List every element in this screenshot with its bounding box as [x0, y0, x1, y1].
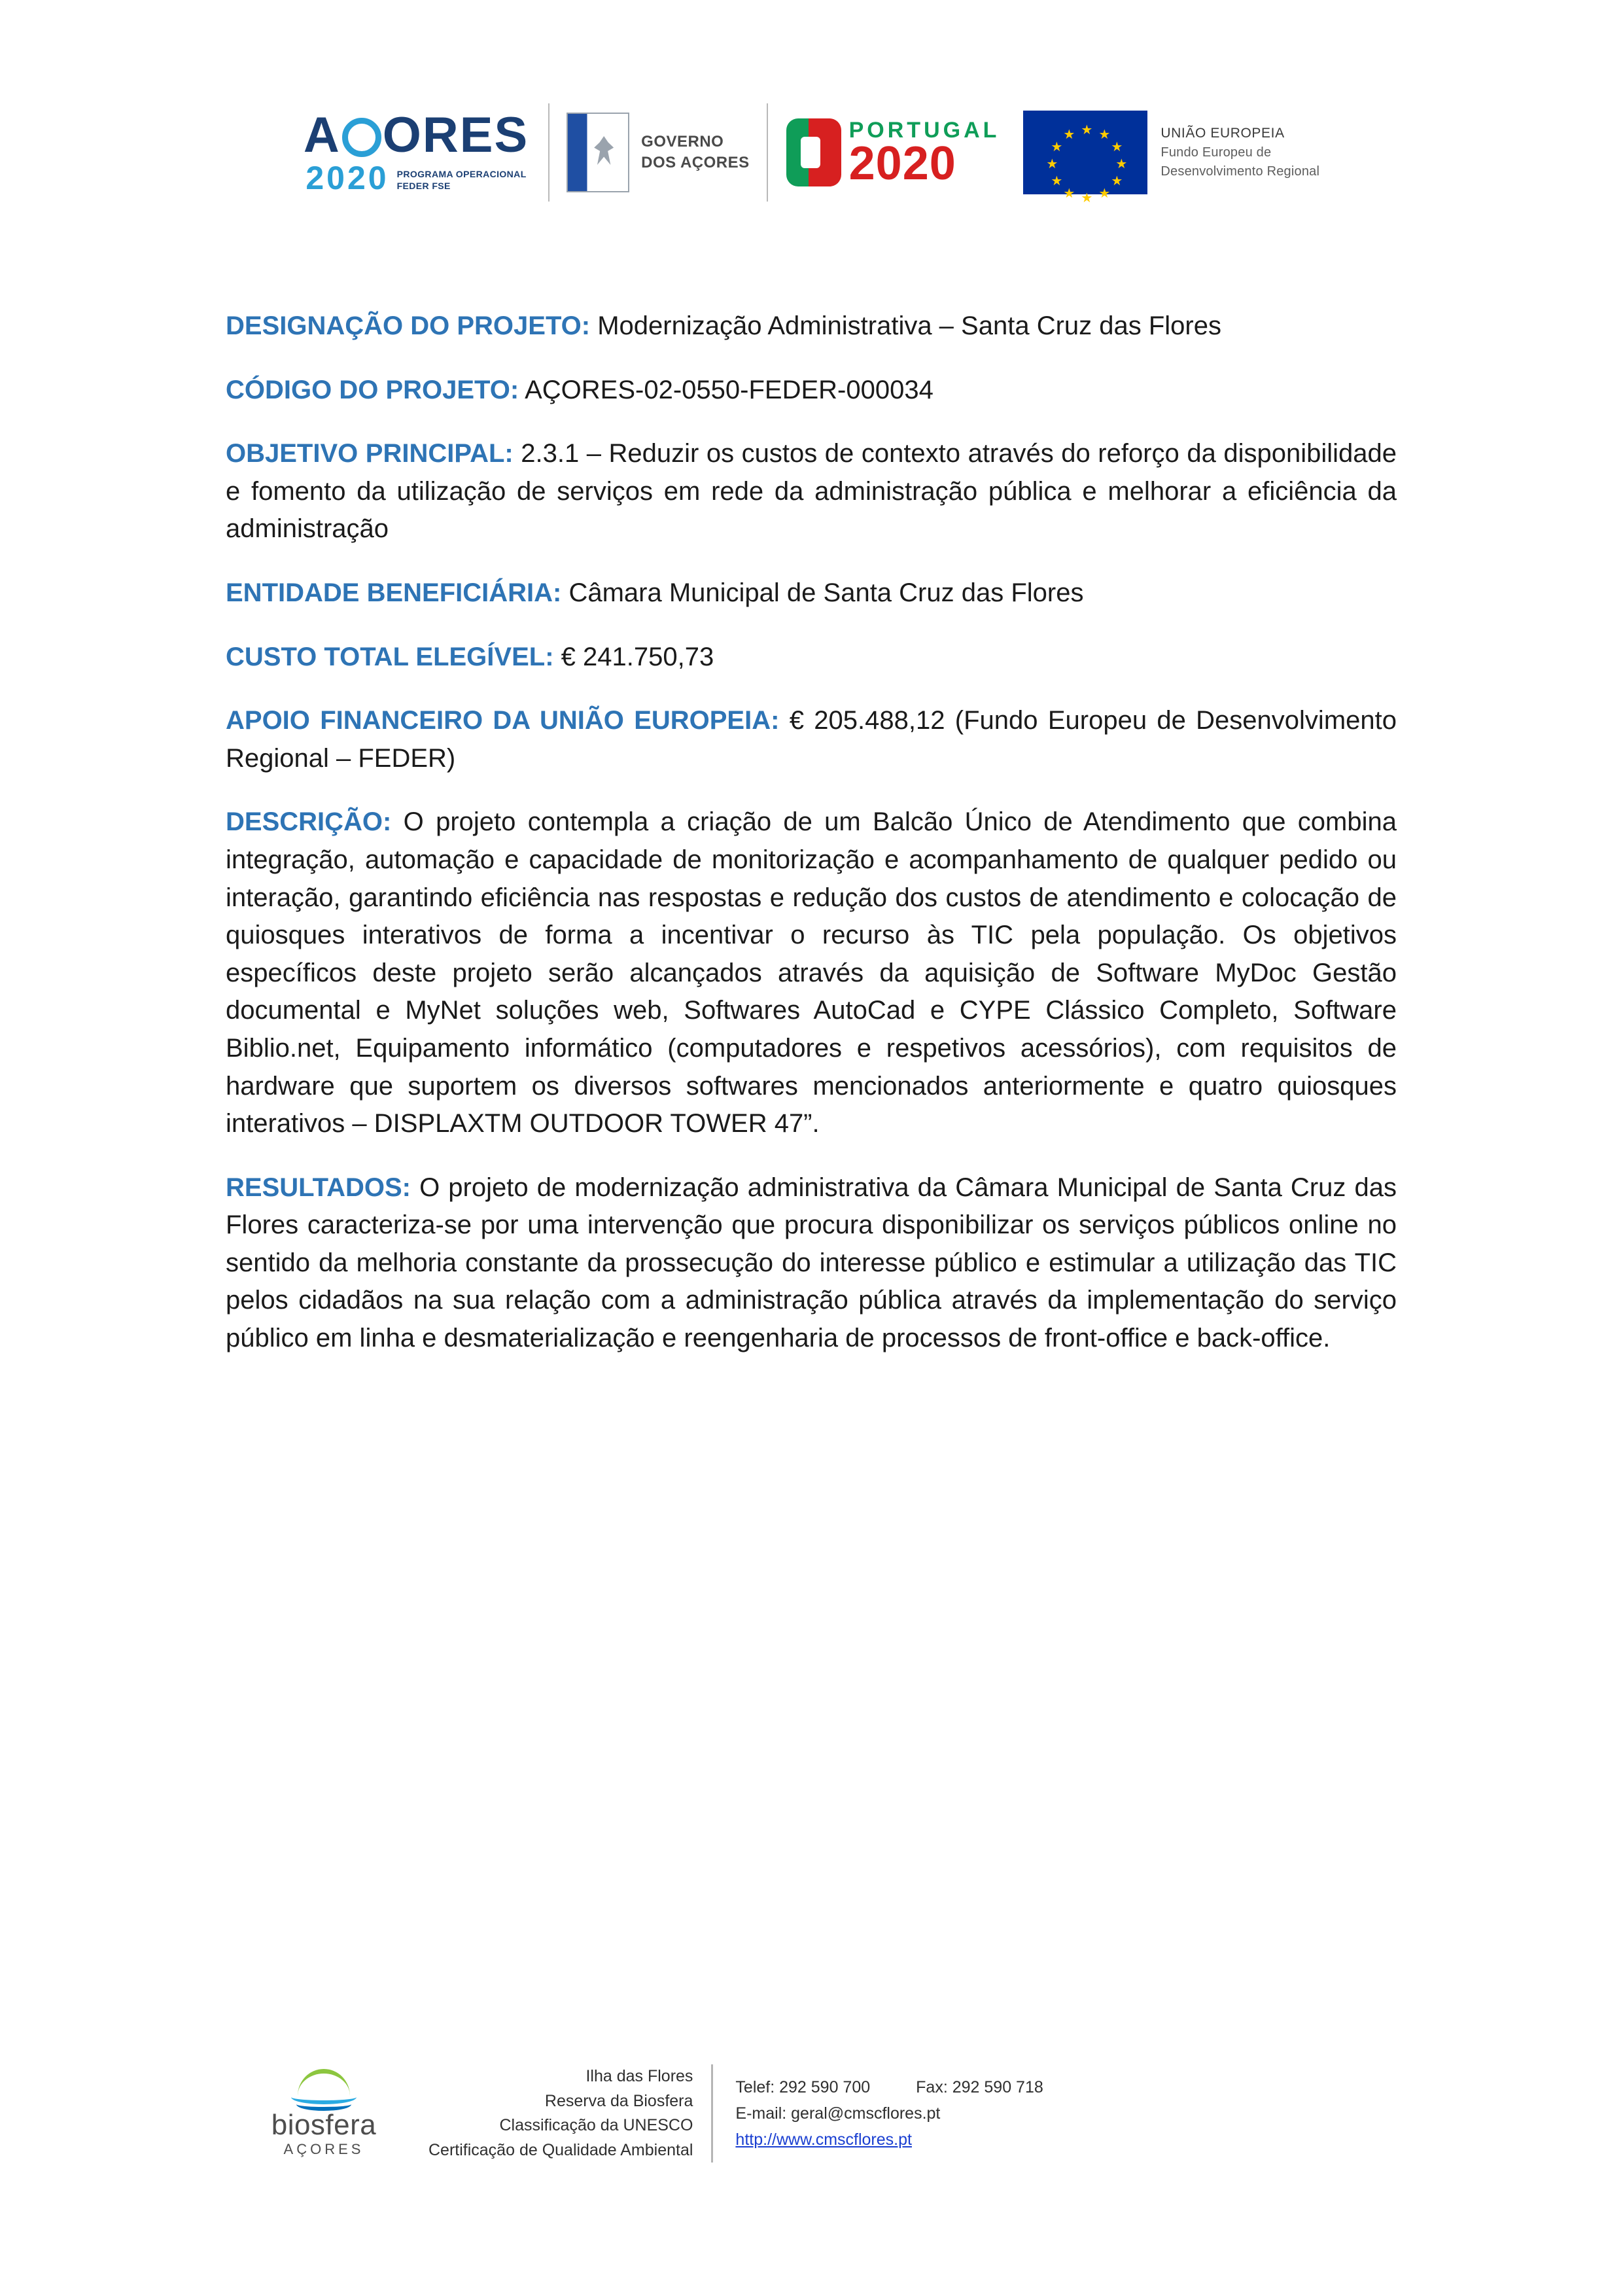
- paragraph-objetivo: [226, 435, 1397, 548]
- uniao-europeia-logo: [1023, 87, 1319, 218]
- governo-acores-logo: [548, 103, 767, 202]
- label-descricao: DESCRIÇÃO:: [226, 807, 392, 837]
- paragraph-designacao: [226, 308, 1397, 345]
- label-codigo: CÓDIGO DO PROJETO:: [226, 375, 519, 404]
- value-apoio: € 205.488,12 (Fundo Europeu de Desenvolvimento Regional – FEDER): [226, 706, 1397, 773]
- label-apoio: APOIO FINANCEIRO DA UNIÃO EUROPEIA:: [226, 706, 780, 735]
- acores-word-suffix: ORES: [382, 107, 529, 163]
- eu-title: UNIÃO EUROPEIA: [1161, 125, 1285, 141]
- value-descricao: O projeto contempla a criação de um Balcão Único de Atendimento que combina integração, automação e capacidade de monitorização e acompanhamento de qualquer pedido ou interação, garantindo eficiência nas respostas e redução dos custos de atendimento e colocação de quiosques interativos de forma a incentivar o recurso às TIC pela população. Os objetivos específicos deste projeto serão alcançados através da aquisição de Software MyDoc Gestão documental e MyNet soluções web, Softwares AutoCad e CYPE Clássico Completo, Software Biblio.net, Equipamento informático (computadores e respetivos acessórios), com requisitos de hardware que suportem os diversos softwares mencionados anteriormente e quatro quiosques interativos – DISPLAXTM OUTDOOR TOWER 47”.: [226, 807, 1397, 1139]
- acores-wordmark: [303, 107, 529, 163]
- acores-2020-logo: [304, 87, 529, 218]
- paragraph-entidade: [226, 574, 1397, 612]
- label-objetivo: OBJETIVO PRINCIPAL:: [226, 439, 514, 468]
- acores-sub-row: [305, 162, 526, 194]
- governo-line1: GOVERNO: [641, 132, 724, 150]
- biosfera-name: biosfera: [271, 2108, 377, 2141]
- acores-flag-icon: [567, 113, 629, 192]
- portugal-mark-notch: [801, 137, 820, 168]
- paragraph-descricao: [226, 804, 1397, 1142]
- biosfera-sub: AÇORES: [283, 2140, 364, 2157]
- acores-word-prefix: A: [303, 107, 341, 163]
- portugal-mark-icon: [786, 118, 841, 186]
- acores-ring-icon: [342, 118, 381, 157]
- eu-sub-line2: Desenvolvimento Regional: [1161, 164, 1320, 179]
- hawk-icon: [594, 136, 614, 165]
- paragraph-resultados: [226, 1169, 1397, 1358]
- governo-line2: DOS AÇORES: [641, 154, 750, 171]
- portugal-year: 2020: [848, 137, 956, 190]
- paragraph-custo: [226, 639, 1397, 677]
- governo-text: [641, 132, 749, 174]
- acores-year: 2020: [305, 160, 389, 196]
- contact-block: [735, 2074, 1043, 2153]
- label-resultados: RESULTADOS:: [226, 1173, 411, 1202]
- header-logo-bar: [0, 84, 1623, 221]
- contact-website-link[interactable]: http://www.cmscflores.pt: [735, 2130, 912, 2149]
- footer: [226, 2064, 1403, 2163]
- biosfera-mark-icon: [285, 2068, 363, 2110]
- unesco-certification-text: [428, 2064, 713, 2163]
- portugal-2020-logo: [786, 87, 1000, 218]
- acores-tagline-line1: PROGRAMA OPERACIONAL: [396, 169, 527, 179]
- paragraph-codigo: [226, 372, 1397, 410]
- value-resultados: O projeto de modernização administrativa da Câmara Municipal de Santa Cruz das Flores caracteriza-se por uma intervenção que procura disponibilizar os serviços públicos online no sentido da melhoria constante da prossecução do interesse público e estimular a utilização das TIC pelos cidadãos na sua relação com a administração pública através da implementação do serviço público em linha e desmaterialização e reengenharia de processos de front-office e back-office.: [226, 1173, 1397, 1353]
- label-designacao: DESIGNAÇÃO DO PROJETO:: [226, 311, 591, 340]
- portugal-word: PORTUGAL: [848, 117, 1000, 143]
- eu-sub-line1: Fundo Europeu de: [1161, 145, 1272, 160]
- eu-text: [1161, 124, 1319, 181]
- biosfera-wave-dark-icon: [296, 2098, 351, 2111]
- value-custo: € 241.750,73: [553, 642, 714, 671]
- acores-tagline: [397, 169, 527, 194]
- unesco-line2: Reserva da Biosfera: [544, 2091, 693, 2110]
- document-body: [226, 308, 1397, 1358]
- contact-fax: Fax: 292 590 718: [916, 2078, 1043, 2096]
- value-objetivo: 2.3.1 – Reduzir os custos de contexto através do reforço da disponibilidade e fomento da utilização de serviços em rede da administração pública e melhorar a eficiência da administração: [226, 439, 1397, 544]
- paragraph-apoio: [226, 702, 1397, 777]
- unesco-line4: Certificação de Qualidade Ambiental: [428, 2140, 693, 2159]
- label-entidade: ENTIDADE BENEFICIÁRIA:: [226, 578, 562, 607]
- value-designacao: Modernização Administrativa – Santa Cruz das Flores: [590, 311, 1221, 340]
- value-entidade: Câmara Municipal de Santa Cruz das Flores: [561, 578, 1084, 607]
- acores-tagline-line2: FEDER FSE: [396, 180, 451, 191]
- unesco-line1: Ilha das Flores: [585, 2067, 693, 2085]
- contact-phone-row: [735, 2074, 1043, 2100]
- contact-email: E-mail: geral@cmscflores.pt: [735, 2104, 941, 2123]
- value-codigo: AÇORES-02-0550-FEDER-000034: [519, 375, 934, 404]
- portugal-wordmark: [848, 117, 1000, 190]
- biosfera-logo: [226, 2068, 422, 2160]
- unesco-line3: Classificação da UNESCO: [499, 2116, 693, 2134]
- contact-telephone: Telef: 292 590 700: [735, 2078, 871, 2096]
- eu-flag-icon: ★ ★ ★ ★ ★ ★ ★ ★ ★ ★ ★ ★: [1023, 111, 1147, 194]
- label-custo: CUSTO TOTAL ELEGÍVEL:: [226, 642, 554, 671]
